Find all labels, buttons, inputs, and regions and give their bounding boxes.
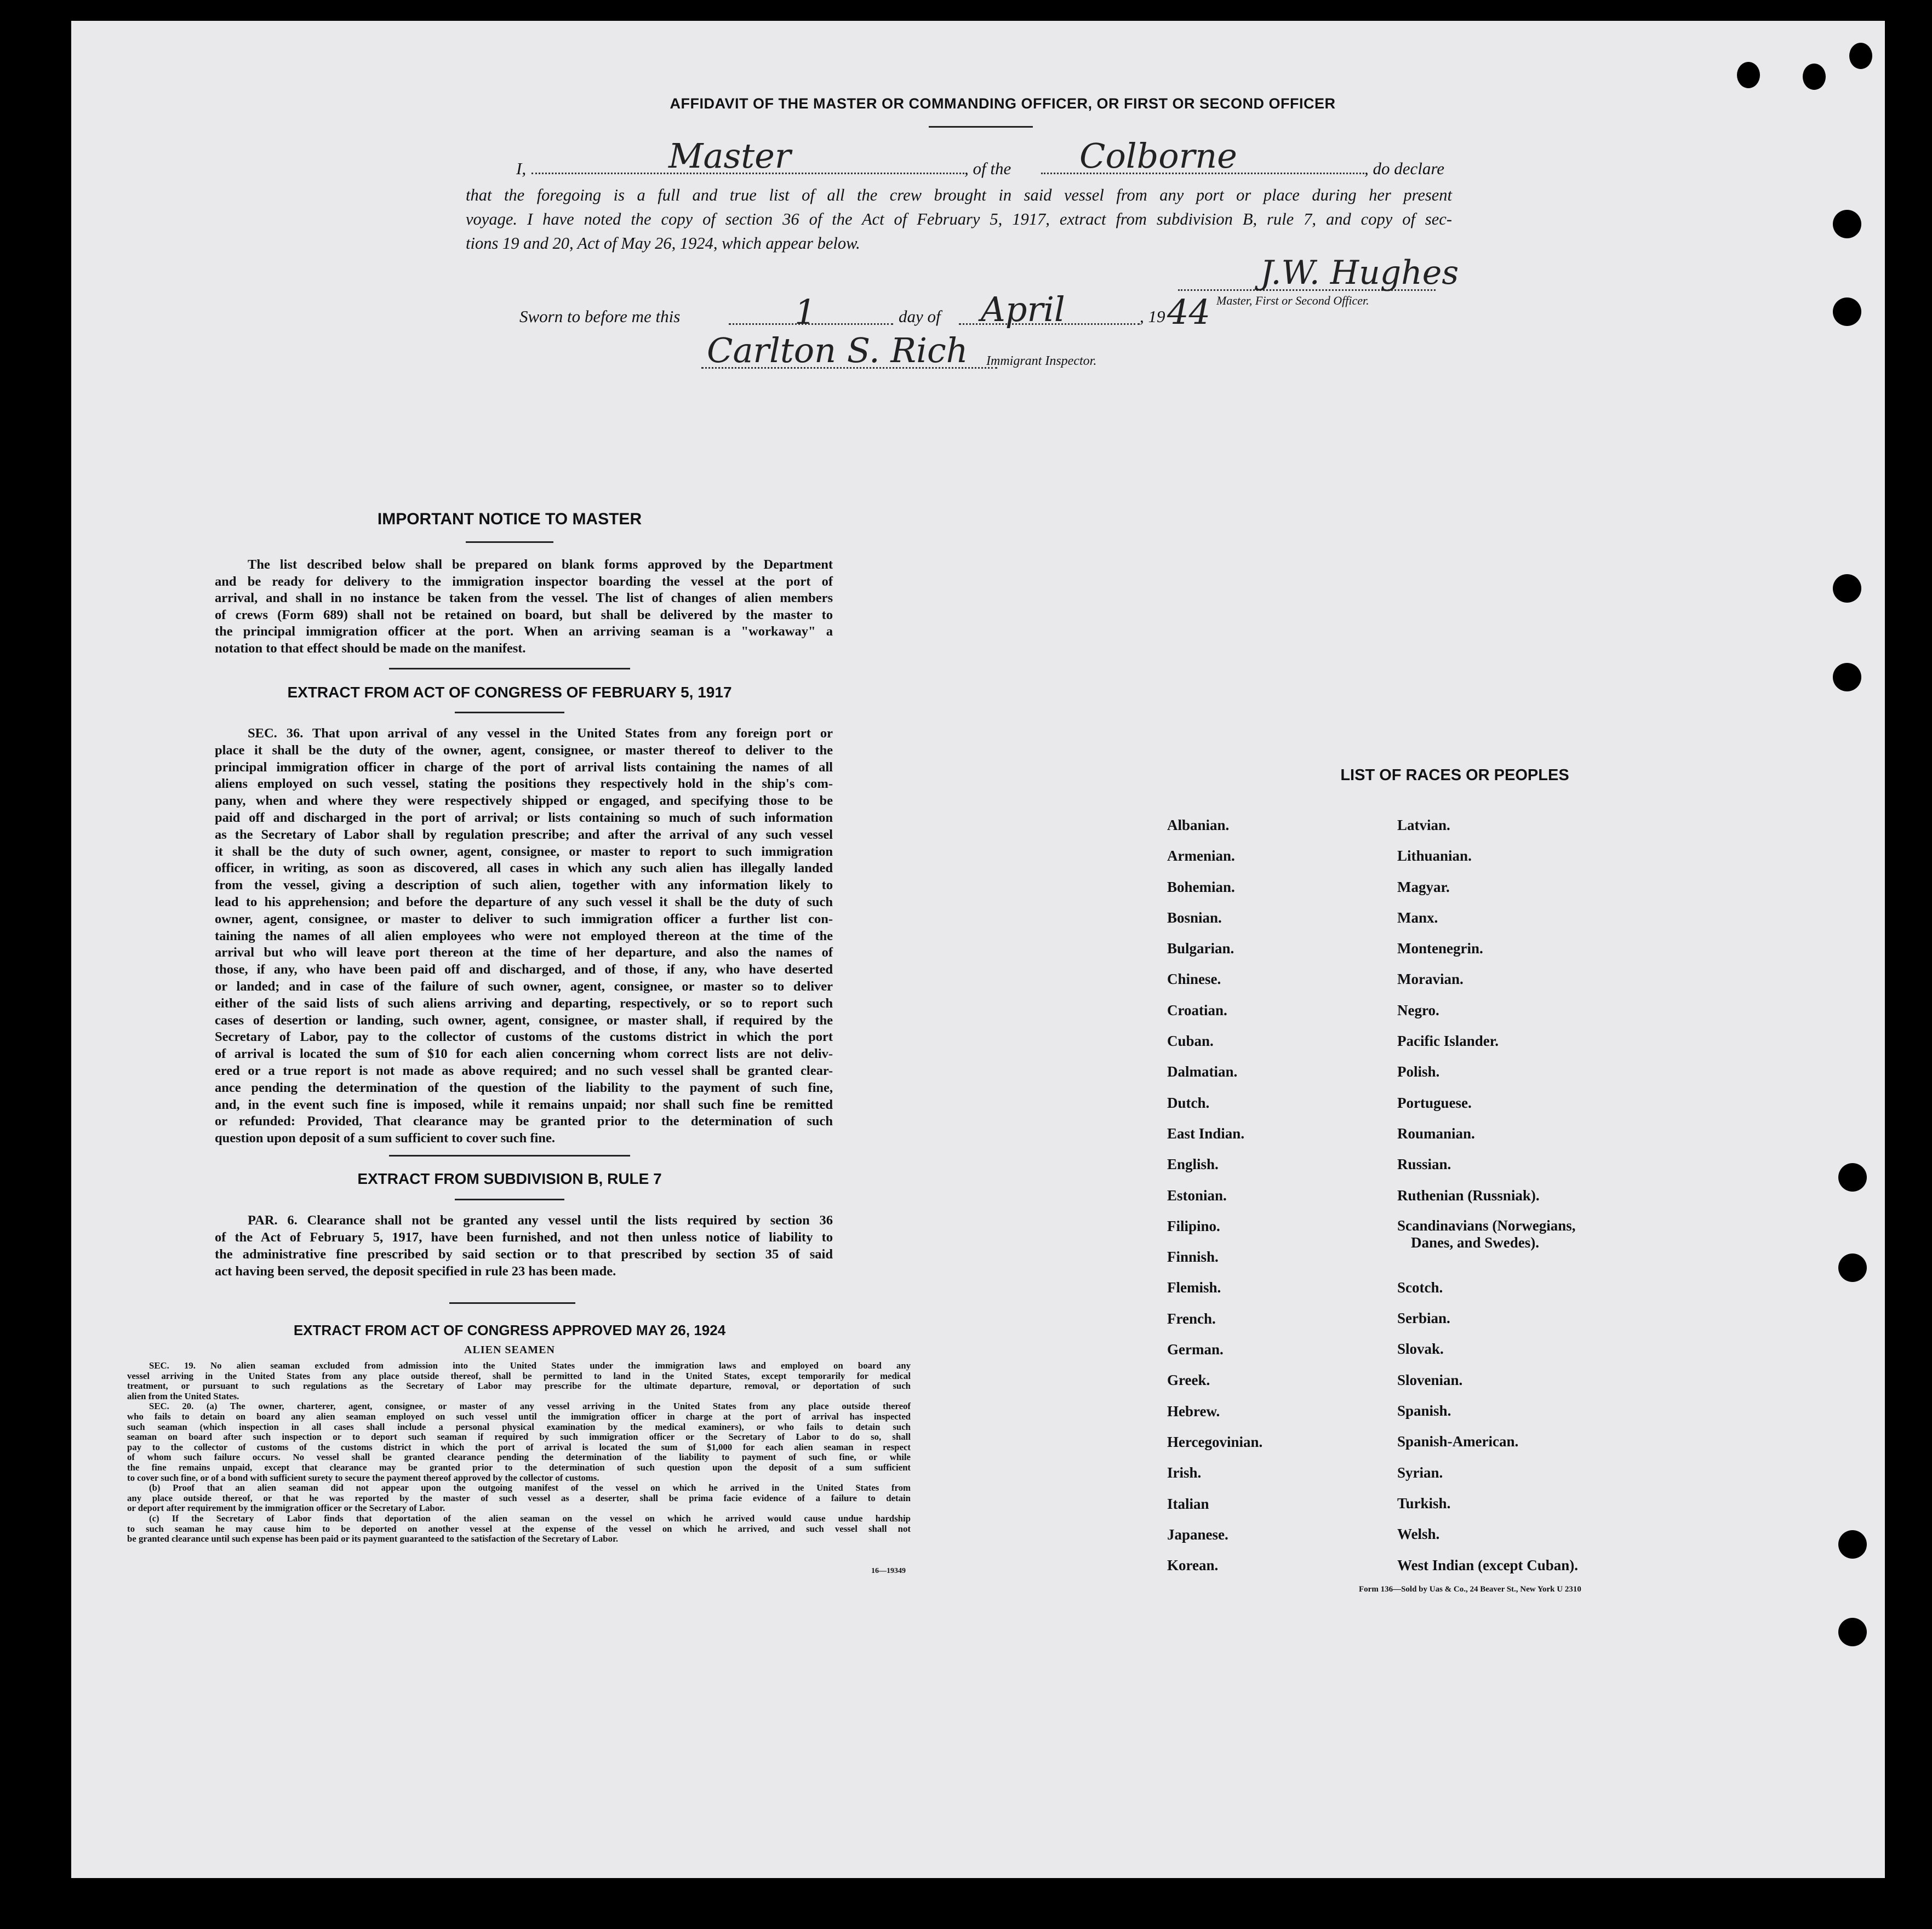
extract-1924-line: (c) If the Secretary of Labor finds that deportation of the alien seaman on the vessel on which he arrived would cause undue hardship [149, 1513, 911, 1524]
notice-title: IMPORTANT NOTICE TO MASTER [377, 510, 642, 528]
affidavit-body-line: that the foregoing is a full and true list of all the crew brought in said vessel from any port or place during her present [466, 186, 1452, 204]
year-handwritten: 44 [1167, 292, 1210, 332]
race-item: Portuguese. [1397, 1094, 1472, 1111]
race-item: Albanian. [1167, 817, 1230, 833]
extract-1917-line: or landed; and in case of the failure of such owner, agent, consignee, or master so to deliver [215, 978, 833, 994]
extract-1917-line: officer, in writing, as soon as discovered, all cases in which any such alien has illegally landed [215, 861, 833, 876]
race-item: German. [1167, 1341, 1224, 1358]
extract-1924-line: SEC. 20. (a) The owner, charterer, agent, consignee, or master of any vessel arriving in the United States from any place outside thereof [149, 1401, 911, 1412]
punch-hole [1803, 64, 1826, 90]
extract-1917-line: lead to his apprehension; and before the departure of any such vessel it shall be the duty of such [215, 894, 833, 909]
race-item: Ruthenian (Russniak). [1397, 1187, 1540, 1204]
punch-hole [1849, 43, 1872, 69]
race-item: Armenian. [1167, 848, 1235, 865]
extract-1924-line: of whom such failure occurs. No vessel shall be granted clearance pending the determination of the liability to payment of such fine, or while [127, 1452, 911, 1463]
race-item: Scandinavians (Norwegians, [1397, 1217, 1576, 1234]
extract-1924-line: the fine remains unpaid, except that clearance may be granted prior to the determination of such question upon the deposit of a sum sufficient [127, 1462, 911, 1473]
sworn-label: Sworn to before me this [519, 307, 681, 326]
form-footer: Form 136—Sold by Uas & Co., 24 Beaver St., New York U 2310 [1359, 1585, 1581, 1594]
punch-hole [1737, 62, 1760, 88]
extract-1917-line: aliens employed on such vessel, stating the positions they respectively hold in the ship's com- [215, 776, 833, 792]
divider [466, 541, 553, 543]
inspector-signature: Carlton S. Rich [707, 330, 968, 370]
punch-hole [1838, 1163, 1867, 1192]
print-code: 16—19349 [871, 1567, 906, 1575]
extract-1917-line: taining the names of all alien employees who were not employed thereon at the time of the [215, 928, 833, 943]
extract-rule7-line: PAR. 6. Clearance shall not be granted any vessel until the lists required by section 36 [248, 1213, 833, 1228]
extract-1917-line: principal immigration officer in charge of the port of arrival lists containing the names of all [215, 759, 833, 775]
affidavit-body-line: voyage. I have noted the copy of section 36 of the Act of February 5, 1917, extract from subdivision B, rule 7, and copy of sec- [466, 210, 1452, 228]
extract-1917-line: Secretary of Labor, pay to the collector of customs of the customs district in which the port [215, 1029, 833, 1045]
extract-1924-line: be granted clearance until such expense has been paid or its payment guaranteed to the satisfaction of the Secretary of Labor. [127, 1533, 619, 1544]
extract-1917-line: place it shall be the duty of the owner, agent, consignee, or master thereof to deliver to the [215, 742, 833, 758]
extract-1917-line: owner, agent, consignee, or master to deliver to such immigration officer a further list con- [215, 911, 833, 926]
extract-1924-line: alien from the United States. [127, 1390, 239, 1401]
inspector-caption: Immigrant Inspector. [986, 354, 1097, 368]
race-item: Montenegrin. [1397, 940, 1483, 957]
extract-rule7-title: EXTRACT FROM SUBDIVISION B, RULE 7 [357, 1170, 662, 1187]
notice-line: and be ready for delivery to the immigration inspector boarding the vessel at the port of [215, 574, 833, 589]
extract-1917-line: ance pending the determination of the question of the liability to the payment of such fine, [215, 1080, 833, 1095]
punch-hole [1833, 663, 1861, 691]
extract-1924-line: any place outside thereof, or that he was reported by the master of such vessel as a deserter, shall be prima facie evidence of a failure to detain [127, 1492, 911, 1503]
race-item: Chinese. [1167, 971, 1221, 988]
extract-rule7-line: act having been served, the deposit specified in rule 23 has been made. [215, 1264, 616, 1279]
race-item: West Indian (except Cuban). [1397, 1556, 1579, 1573]
race-item: Spanish-American. [1397, 1433, 1519, 1450]
extract-1924-line: vessel arriving in the United States from any place outside thereof, shall be permitted to land in the United States, except temporarily for medical [127, 1370, 911, 1381]
race-item: Hercegovinian. [1167, 1433, 1263, 1450]
race-item: Manx. [1397, 909, 1438, 926]
punch-hole [1838, 1530, 1867, 1559]
race-item: Russian. [1397, 1156, 1451, 1173]
race-item: Bohemian. [1167, 878, 1235, 895]
i-label: I, [516, 159, 527, 178]
extract-1917-line: pany, when and where they were respectively shipped or engaged, and specifying those to be [215, 793, 833, 809]
punch-hole [1838, 1253, 1867, 1282]
vessel-handwritten: Colborne [1079, 136, 1237, 176]
extract-1924-line: to cover such fine, or of a bond with sufficient surety to secure the payment thereof approved by the collector of customs. [127, 1472, 599, 1483]
affidavit-body-line: tions 19 and 20, Act of May 26, 1924, which appear below. [466, 234, 860, 253]
extract-1924-line: who fails to detain on board any alien seaman employed on such vessel until the immigration officer in charge at the port of arrival has inspected [127, 1411, 911, 1422]
extract-1924-line: treatment, or pursuant to such regulations as the Secretary of Labor may prescribe for the ultimate departure, removal, or deportation of such [127, 1381, 911, 1392]
races-left-column [1167, 810, 1262, 1581]
extract-1917-line: cases of desertion or landing, such owner, agent, consignee, or master shall, if required by the [215, 1012, 833, 1028]
race-item: Serbian. [1397, 1310, 1450, 1327]
extract-1924-line: (b) Proof that an alien seaman did not appear upon the outgoing manifest of the vessel on which he arrived in the United States from [149, 1482, 911, 1493]
race-item: Polish. [1397, 1063, 1440, 1080]
race-item: Roumanian. [1397, 1125, 1475, 1142]
race-item: English. [1167, 1156, 1219, 1173]
race-item: Slovenian. [1397, 1371, 1463, 1388]
race-item: Slovak. [1397, 1341, 1444, 1358]
race-item: Dutch. [1167, 1094, 1210, 1111]
race-item: Estonian. [1167, 1187, 1227, 1204]
extract-1917-line: it shall be the duty of such owner, agent, consignee, or master to report to such immigration [215, 844, 833, 859]
extract-1924-line: to such seaman he may cause him to be deported on another vessel at the expense of the vessel on which he arrived, and such vessel shall not [127, 1523, 911, 1534]
divider [449, 1302, 575, 1304]
extract-1917-line: ered or a true report is not made as above required; and no such vessel shall be granted clear- [215, 1063, 833, 1078]
notice-body [215, 557, 833, 657]
punch-hole [1838, 1618, 1867, 1646]
day-of-label: day of [899, 307, 941, 326]
race-item: Turkish. [1397, 1495, 1451, 1512]
race-item: Danes, and Swedes). [1411, 1234, 1540, 1251]
notice-line: of crews (Form 689) shall not be retained on board, but shall be delivered by the master to [215, 607, 833, 622]
race-item: Filipino. [1167, 1217, 1220, 1234]
race-item: Syrian. [1397, 1464, 1443, 1481]
extract-1917-line: and, in the event such fine is imposed, while it remains unpaid; nor shall such fine be remitted [215, 1097, 833, 1112]
notice-line: arrival, and shall in no instance be taken from the vessel. The list of changes of alien members [215, 591, 833, 605]
race-item: Spanish. [1397, 1403, 1451, 1419]
day-handwritten: 1 [794, 292, 816, 332]
month-handwritten: April [981, 289, 1065, 329]
affidavit-title: AFFIDAVIT OF THE MASTER OR COMMANDING OFFICER, OR FIRST OR SECOND OFFICER [670, 95, 1336, 112]
race-item: Negro. [1397, 1001, 1439, 1018]
race-item: Flemish. [1167, 1279, 1221, 1296]
extract-1924-line: or deport after requirement by the immigration officer or the Secretary of Labor. [127, 1503, 445, 1514]
punch-hole [1833, 297, 1861, 326]
race-item: Bulgarian. [1167, 940, 1234, 957]
divider [929, 126, 1033, 128]
race-item: Scotch. [1397, 1279, 1443, 1296]
extract-1917-line: SEC. 36. That upon arrival of any vessel in the United States from any foreign port or [248, 726, 833, 741]
notice-line: The list described below shall be prepared on blank forms approved by the Department [248, 557, 833, 572]
extract-1917-line: either of the said lists of such aliens arriving and departing, respectively, or so to report such [215, 995, 833, 1011]
race-item: Latvian. [1397, 817, 1450, 833]
race-item: Finnish. [1167, 1249, 1219, 1266]
extract-rule7-line: the administrative fine prescribed by said section or to that prescribed by section 35 of said [215, 1247, 833, 1262]
race-item: Italian [1167, 1495, 1209, 1512]
extract-1917-line: from the vessel, giving a description of such alien, together with any information likely to [215, 878, 833, 893]
race-item: Bosnian. [1167, 909, 1222, 926]
extract-1917-line: of arrival is located the sum of $10 for each alien concerning whom correct lists are not deliv- [215, 1046, 833, 1062]
master-signature: J.W. Hughes [1260, 254, 1459, 292]
race-item: Welsh. [1397, 1526, 1440, 1543]
notice-line: notation to that effect should be made on the manifest. [215, 640, 526, 656]
do-declare-label: , do declare [1364, 159, 1445, 178]
extract-1917-body [215, 725, 833, 1147]
extract-rule7-body [215, 1212, 833, 1280]
extract-1924-line: seaman on board after such inspection or to deport such seaman if required by such immigration officer or the Secretary of Labor to do so, shall [127, 1432, 911, 1443]
document-sheet [71, 21, 1885, 1878]
extract-1924-title: EXTRACT FROM ACT OF CONGRESS APPROVED MAY 26, 1924 [293, 1322, 726, 1338]
master-handwritten: Master [668, 136, 791, 176]
race-item: Japanese. [1167, 1526, 1228, 1543]
race-item: Pacific Islander. [1397, 1033, 1499, 1050]
race-item: Korean. [1167, 1557, 1219, 1574]
extract-1924-line: such seaman (which inspection in all cases shall include a personal physical examination by the medical examiners), or who fails to detain such [127, 1421, 911, 1432]
race-item: French. [1167, 1310, 1216, 1327]
race-item: Moravian. [1397, 971, 1464, 988]
year-label: , 19 [1140, 307, 1165, 326]
race-item: Hebrew. [1167, 1403, 1220, 1419]
race-item: Dalmatian. [1167, 1063, 1238, 1080]
races-right-column [1397, 810, 1578, 1581]
punch-hole [1833, 574, 1861, 603]
race-item: Lithuanian. [1397, 848, 1472, 865]
races-title: LIST OF RACES OR PEOPLES [1340, 766, 1569, 784]
extract-1917-line: paid off and discharged in the port of arrival; or lists containing so much of such information [215, 810, 833, 825]
extract-rule7-line: of the Act of February 5, 1917, have been furnished, and not then unless notice of liability to [215, 1230, 833, 1245]
punch-hole [1833, 210, 1861, 238]
race-item: Magyar. [1397, 878, 1450, 895]
extract-1924-subtitle: ALIEN SEAMEN [464, 1344, 555, 1356]
divider [455, 712, 564, 713]
notice-line: the principal immigration officer at the port. When an arriving seaman is a "workaway" a [215, 624, 833, 639]
extract-1917-line: question upon deposit of a sum sufficient to cover such fine. [215, 1131, 555, 1146]
divider [455, 1199, 564, 1200]
of-the-label: , of the [964, 159, 1011, 178]
extract-1924-line: SEC. 19. No alien seaman excluded from admission into the United States under the immigration laws and employed on board any [149, 1360, 911, 1371]
extract-1917-line: arrival but who will leave port thereon at the time of her departure, and also the names of [215, 945, 833, 960]
race-item: Cuban. [1167, 1033, 1214, 1050]
extract-1917-line: as the Secretary of Labor shall by regulation prescribe; and after the arrival of any such vessel [215, 827, 833, 842]
race-item: Irish. [1167, 1464, 1202, 1481]
extract-1917-title: EXTRACT FROM ACT OF CONGRESS OF FEBRUARY 5, 1917 [287, 684, 732, 701]
affidavit-body [466, 183, 1452, 255]
extract-1924-body [127, 1361, 911, 1544]
divider [389, 1155, 630, 1157]
officer-caption: Master, First or Second Officer. [1216, 294, 1369, 307]
extract-1917-line: those, if any, who have been paid off and discharged, and of those, if any, who have deserted [215, 962, 833, 977]
race-item: Croatian. [1167, 1001, 1227, 1018]
race-item: East Indian. [1167, 1125, 1245, 1142]
race-item: Greek. [1167, 1372, 1210, 1389]
divider [389, 668, 630, 669]
extract-1924-line: pay to the collector of customs of the customs district in which the port of arrival is located the sum of $1,000 for each alien seaman in respect [127, 1441, 911, 1452]
extract-1917-line: or refunded: Provided, That clearance may be granted prior to the determination of such [215, 1114, 833, 1129]
